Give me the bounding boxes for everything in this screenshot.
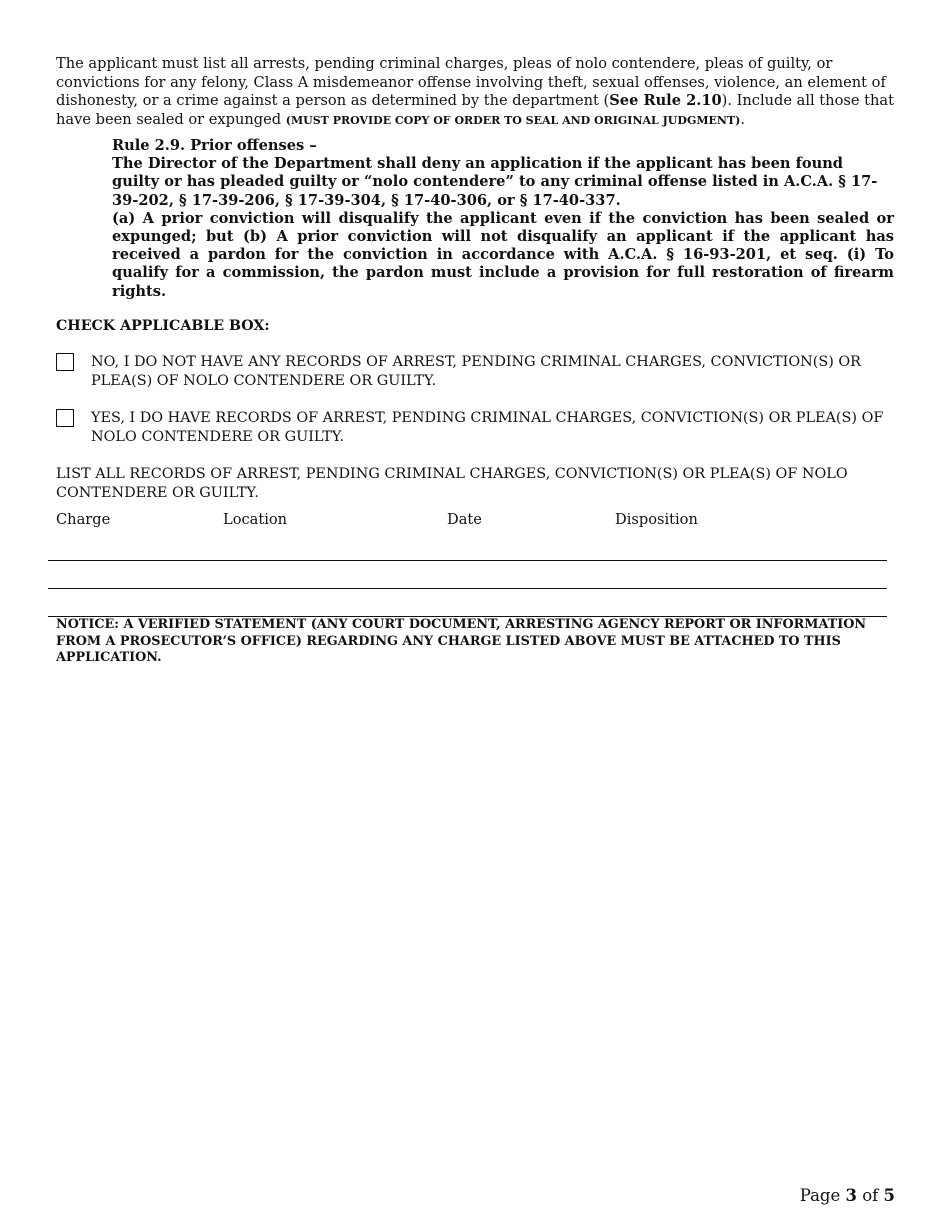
option-no-label: NO, I DO NOT HAVE ANY RECORDS OF ARREST, PENDING CRIMINAL CHARGES, CONVICTION(S) OR PLEA(S) OF NOLO CONTENDERE OR GUILTY. [91, 354, 862, 389]
column-header-charge: Charge [56, 511, 111, 528]
column-header-location: Location [223, 511, 288, 528]
page-number [800, 1186, 895, 1205]
verified-statement-notice: NOTICE: A VERIFIED STATEMENT (ANY COURT DOCUMENT, ARRESTING AGENCY REPORT OR INFORMATION FROM A PROSECUTOR’S OFFICE) REGARDING ANY CHARGE LISTED ABOVE MUST BE ATTACHED TO THIS APPLICATION. [56, 617, 867, 665]
option-no [56, 353, 896, 390]
record-entry-line-1[interactable] [48, 560, 887, 561]
option-yes [56, 409, 896, 446]
rule-paragraph-2: (a) A prior conviction will disqualify the applicant even if the conviction has been sealed or expunged; but (b) A prior conviction will not disqualify an applicant if the applicant has received a pardon for the conviction in accordance with A.C.A. § 16-93-201, et seq. (i) To qualify for a commission, the pardon must include a provision for full restoration of firearm rights. [112, 209, 894, 300]
rule-title: Rule 2.9. Prior offenses – [112, 137, 317, 154]
rule-reference: See Rule 2.10 [609, 92, 722, 109]
option-yes-label: YES, I DO HAVE RECORDS OF ARREST, PENDING CRIMINAL CHARGES, CONVICTION(S) OR PLEA(S) OF NOLO CONTENDERE OR GUILTY. [91, 410, 884, 445]
rule-paragraph-1: The Director of the Department shall deny an application if the applicant has been found guilty or has pleaded guilty or “nolo contendere” to any criminal offense listed in A.C.A. § 17-39-202, § 17-39-206, § 17-39-304, § 17-40-306, or § 17-40-337. [112, 155, 878, 209]
check-applicable-heading: CHECK APPLICABLE BOX: [56, 318, 270, 334]
rule-block [112, 137, 894, 301]
order-note: (MUST PROVIDE COPY OF ORDER TO SEAL AND ORIGINAL JUDGMENT) [285, 113, 741, 127]
intro-text-c: . [740, 110, 745, 128]
page-total: 5 [883, 1186, 895, 1205]
intro-text-b: ). Include all those that have been sealed or expunged [56, 92, 894, 128]
page-current: 3 [845, 1186, 857, 1205]
column-header-disposition: Disposition [615, 511, 698, 528]
record-entry-line-2[interactable] [48, 588, 887, 589]
column-header-date: Date [447, 511, 482, 528]
intro-paragraph [56, 55, 901, 130]
page-word: Page [799, 1186, 846, 1205]
no-records-checkbox[interactable] [56, 353, 74, 371]
list-records-heading: LIST ALL RECORDS OF ARREST, PENDING CRIMINAL CHARGES, CONVICTION(S) OR PLEA(S) OF NOLO CONTENDERE OR GUILTY. [56, 466, 848, 501]
yes-records-checkbox[interactable] [56, 409, 74, 427]
intro-text-a: The applicant must list all arrests, pending criminal charges, pleas of nolo contendere, pleas of guilty, or convictions for any felony, Class A misdemeanor offense involving theft, sexual offenses, violence, an element of dishonesty, or a crime against a person as determined by the department ( [56, 55, 886, 109]
page-of-word: of [856, 1186, 884, 1205]
